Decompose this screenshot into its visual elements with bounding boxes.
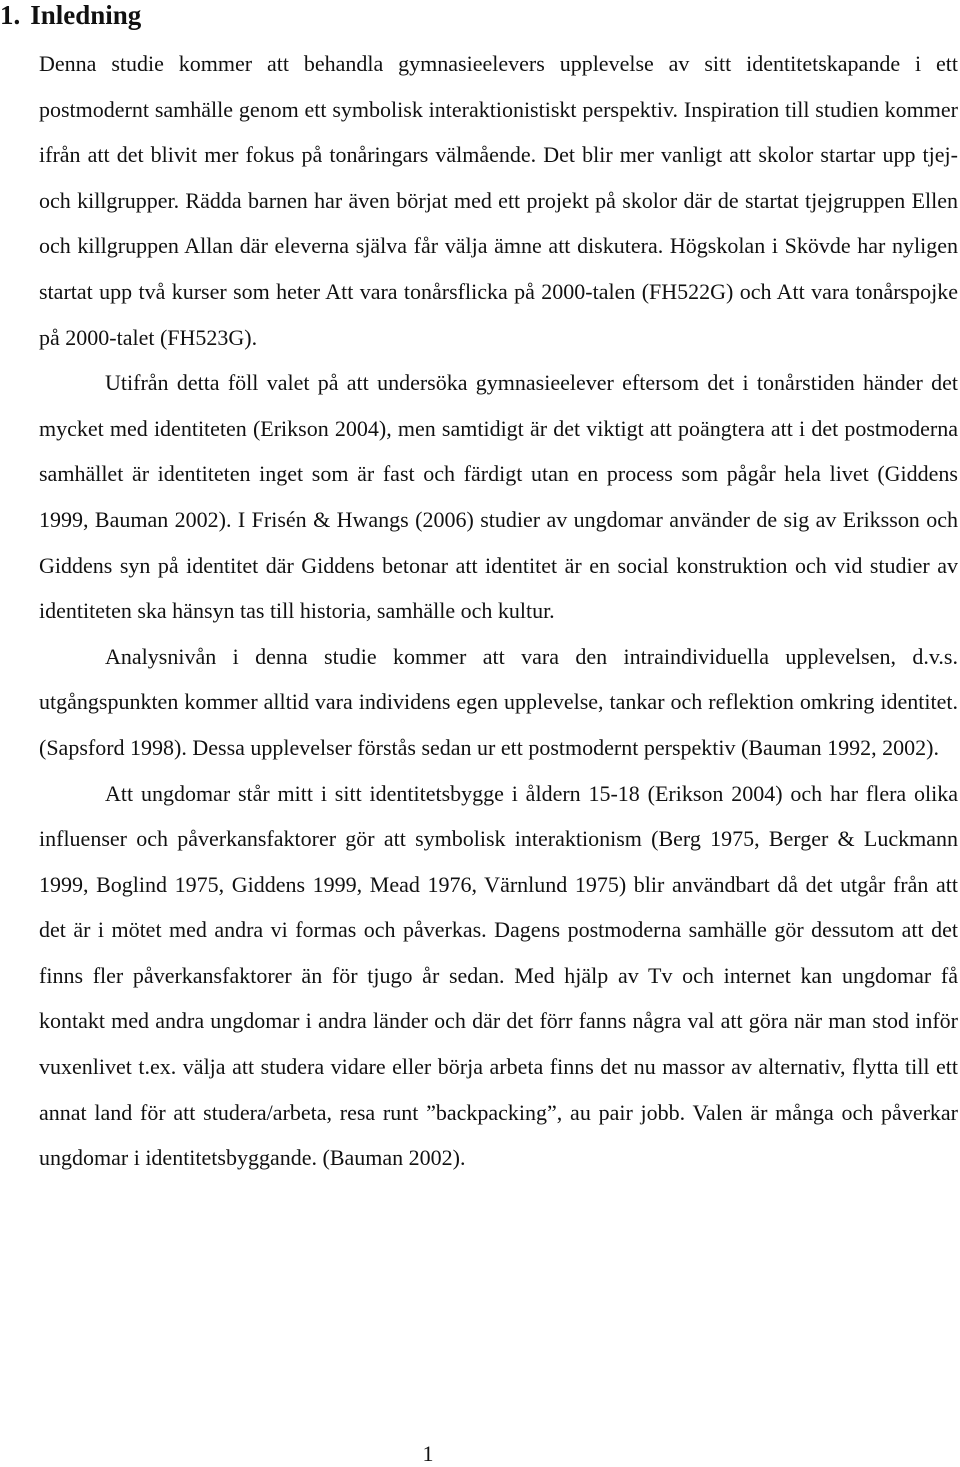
paragraph-symbolic-interactionism: Att ungdomar står mitt i sitt identitetsbygge i åldern 15-18 (Erikson 2004) och har flera olika influenser och påverkansfaktorer gör att symbolisk interaktionism (Berg 1975, Berger & Luckmann 1999, Boglind 1975, Giddens 1999, Mead 1976, Värnlund 1975) blir användbart då det utgår från att det är i mötet med andra vi formas och påverkas. Dagens postmoderna samhälle gör dessutom att det finns fler påverkansfaktorer än för tjugo år sedan. Med hjälp av Tv och internet kan ungdomar få kontakt med andra ungdomar i andra länder och där det förr fanns några val att göra när man stod inför vuxenlivet t.ex. välja att studera vidare eller börja arbeta finns det nu massor av alternativ, flytta till ett annat land för att studera/arbeta, resa runt ”backpacking”, au pair jobb. Valen är många och påverkar ungdomar i identitetsbyggande. (Bauman 2002). bbox=[39, 780, 958, 1171]
section-heading bbox=[0, 0, 141, 32]
section-title: Inledning bbox=[30, 0, 142, 30]
body-text bbox=[39, 41, 958, 1181]
paragraph-identity: Utifrån detta föll valet på att undersöka gymnasieelever eftersom det i tonårstiden händer det mycket med identiteten (Erikson 2004), men samtidigt är det viktigt att poängtera att i det postmoderna samhället är identiteten inget som är fast och färdigt utan en process som pågår hela livet (Giddens 1999, Bauman 2002). I Frisén & Hwangs (2006) studier av ungdomar använder de sig av Eriksson och Giddens syn på identitet där Giddens betonar att identitet är en social konstruktion och vid studier av identiteten ska hänsyn tas till historia, samhälle och kultur. bbox=[39, 370, 958, 624]
paragraph-analysis-level: Analysnivån i denna studie kommer att vara den intraindividuella upplevelsen, d.v.s. utgångspunkten kommer alltid vara individens egen upplevelse, tankar och reflektion omkring identitet. (Sapsford 1998). Dessa upplevelser förstås sedan ur ett postmodernt perspektiv (Bauman 1992, 2002). bbox=[39, 643, 958, 760]
page-number: 1 bbox=[422, 1441, 434, 1466]
section-number: 1. bbox=[0, 0, 21, 30]
paragraph-intro: Denna studie kommer att behandla gymnasieelevers upplevelse av sitt identitetskapande i ett postmodernt samhälle genom ett symbolisk interaktionistiskt perspektiv. Inspiration till studien kommer ifrån att det blivit mer fokus på tonåringars välmående. Det blir mer vanligt att skolor startar upp tjej- och killgrupper. Rädda barnen har även börjat med ett projekt på skolor där de startat tjejgruppen Ellen och killgruppen Allan där eleverna själva får välja ämne att diskutera. Högskolan i Skövde har nyligen startat upp två kurser som heter Att vara tonårsflicka på 2000-talen (FH522G) och Att vara tonårspojke på 2000-talet (FH523G). bbox=[39, 51, 958, 350]
